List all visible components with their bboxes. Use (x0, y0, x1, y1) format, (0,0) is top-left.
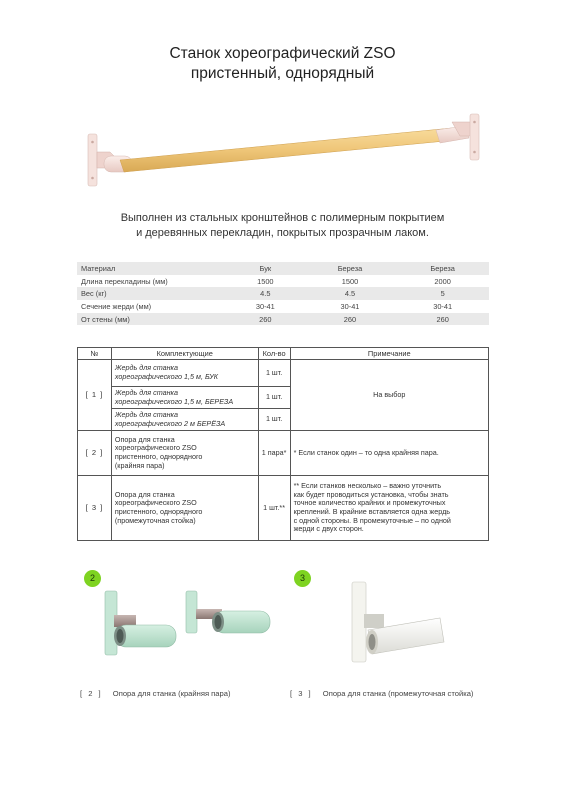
specs-cell: 4.5 (304, 287, 397, 300)
badge-3: 3 (294, 570, 311, 587)
specs-row (77, 275, 489, 288)
specs-cell: Бук (227, 262, 304, 275)
component-name-line: Опора для станка (114, 434, 175, 444)
specs-cell: 260 (396, 313, 489, 326)
component-name-line: хореографического 1,5 м, БУК (114, 372, 219, 381)
component-name (111, 409, 258, 431)
component-name-line: хореографического ZSO (114, 443, 197, 453)
note-line: точное количество крайних и промежуточных (293, 498, 446, 508)
components-table (77, 347, 489, 541)
component-name (111, 476, 258, 541)
specs-cell: От стены (мм) (77, 313, 227, 326)
item-number: [ 3 ] (78, 476, 112, 541)
specs-cell: Вес (кг) (77, 287, 227, 300)
caption-text: Опора для станка (крайняя пара) (112, 689, 231, 698)
caption-text: Опора для станка (промежуточная стойка) (322, 689, 474, 698)
specs-cell: 5 (396, 287, 489, 300)
component-qty: 1 шт. (258, 409, 290, 431)
description-line-1: Выполнен из стальных кронштейнов с полимерным покрытием (120, 212, 445, 224)
caption-intermediate-stand (290, 689, 473, 698)
caption-number: [ 3 ] (290, 689, 313, 698)
specs-header-row (77, 262, 489, 275)
item-number: [ 1 ] (78, 360, 112, 431)
note-line: с одной стороны. В промежуточные – по одной (293, 515, 451, 525)
title-line-2: пристенный, однорядный (190, 65, 375, 82)
barre-illustration (80, 112, 485, 192)
specs-cell: 30-41 (433, 301, 453, 311)
specs-cell: 1500 (341, 276, 359, 286)
note-line: жерди с двух сторон. (293, 524, 364, 534)
component-qty: 1 шт.** (258, 476, 290, 541)
component-name-line: Жердь для станка (114, 409, 178, 419)
specs-cell: 30-41 (340, 301, 360, 311)
component-qty: 1 шт. (258, 360, 290, 387)
note-line: креплений. В крайние вставляется одна жердь (293, 507, 451, 516)
header-quantity: Кол-во (258, 348, 290, 360)
intermediate-stand-image (340, 578, 460, 668)
specs-cell: Сечение жерди (мм) (81, 301, 152, 311)
specs-cell: 1500 (257, 276, 274, 286)
page-title (0, 44, 565, 84)
header-components: Комплектующие (111, 348, 258, 360)
component-name-line: пристенного, однорядного (114, 452, 203, 461)
component-name (111, 431, 258, 476)
specs-cell: 260 (304, 313, 397, 326)
component-name-line: (крайняя пара) (114, 460, 165, 470)
table-row (78, 476, 489, 541)
specs-cell: Береза (396, 262, 489, 275)
specs-cell: 4.5 (227, 287, 304, 300)
specs-cell: Длина перекладины (мм) (81, 276, 168, 286)
component-note: На выбор (290, 360, 488, 431)
end-bracket-pair-image (100, 585, 280, 665)
header-note: Примечание (290, 348, 488, 360)
title-line-1: Станок хореографический ZSO (169, 45, 396, 62)
specs-row (77, 300, 489, 313)
specs-row (77, 313, 489, 326)
description (0, 211, 565, 241)
note-line: ** Если станков несколько – важно уточнить (293, 481, 442, 491)
header-number: № (78, 348, 112, 360)
component-name (111, 360, 258, 387)
component-name-line: Жердь для станка (114, 387, 178, 397)
table-row (78, 431, 489, 476)
note-line: как будет проводиться установка, чтобы знать (293, 489, 449, 499)
specs-cell: Материал (77, 262, 227, 275)
specs-cell: 30-41 (255, 301, 275, 311)
specs-cell: 2000 (434, 276, 451, 286)
specs-table (77, 262, 489, 325)
specs-cell: 260 (227, 313, 304, 326)
caption-number: [ 2 ] (80, 689, 103, 698)
component-note: * Если станок один – то одна крайняя пара. (290, 431, 488, 476)
component-name-line: пристенного, однорядного (114, 507, 203, 516)
component-name (111, 387, 258, 409)
component-name-line: Жердь для станка (114, 363, 178, 373)
specs-cell: Береза (304, 262, 397, 275)
description-line-2: и деревянных перекладин, покрытых прозрачным лаком. (136, 227, 429, 239)
item-number: [ 2 ] (78, 431, 112, 476)
specs-row (77, 287, 489, 300)
component-qty: 1 шт. (258, 387, 290, 409)
component-name-line: хореографического ZSO (114, 498, 197, 508)
components-header-row (78, 348, 489, 360)
badge-2: 2 (84, 570, 101, 587)
component-name-line: (промежуточная стойка) (114, 515, 196, 525)
component-note (290, 476, 488, 541)
component-qty: 1 пара* (258, 431, 290, 476)
component-name-line: хореографического 1,5 м, БЕРЕЗА (114, 396, 234, 406)
component-name-line: хореографического 2 м БЕРЁЗА (114, 418, 226, 428)
caption-end-bracket (80, 689, 231, 698)
component-name-line: Опора для станка (114, 489, 175, 499)
table-row (78, 360, 489, 387)
